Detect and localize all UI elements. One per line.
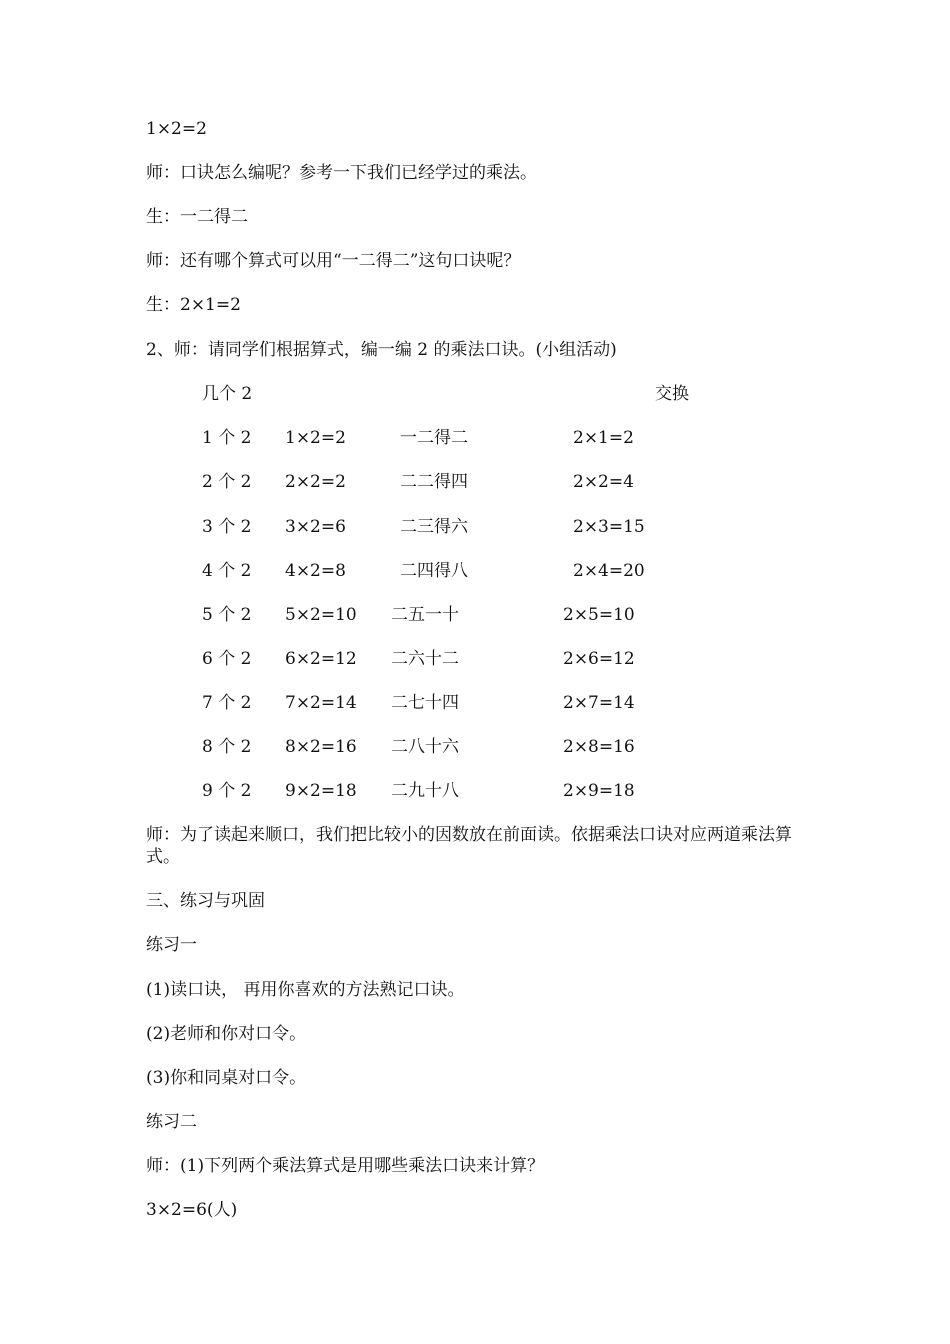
table-cell-count: 5 个 2 <box>202 605 252 625</box>
table-cell-count: 2 个 2 <box>202 472 252 492</box>
table-cell-rhyme: 二三得六 <box>400 517 468 537</box>
exercise-item: (1)读口诀， 再用你喜欢的方法熟记口诀。 <box>146 980 465 1000</box>
table-cell-count: 8 个 2 <box>202 737 252 757</box>
table-cell-swapped: 2×3=15 <box>573 517 645 537</box>
table-cell-swapped: 2×6=12 <box>563 649 635 669</box>
student-line: 生：一二得二 <box>146 207 248 227</box>
table-header-swap: 交换 <box>655 384 689 404</box>
table-cell-rhyme: 二九十八 <box>391 781 459 801</box>
table-cell-count: 6 个 2 <box>202 649 252 669</box>
table-cell-swapped: 2×4=20 <box>573 561 645 581</box>
teacher-question: 师：(1)下列两个乘法算式是用哪些乘法口诀来计算？ <box>146 1156 545 1176</box>
exercise-item: (3)你和同桌对口令。 <box>146 1068 307 1088</box>
table-cell-equation: 6×2=12 <box>285 649 357 669</box>
table-cell-swapped: 2×9=18 <box>563 781 635 801</box>
table-cell-rhyme: 二四得八 <box>400 561 468 581</box>
table-cell-equation: 1×2=2 <box>285 428 346 448</box>
table-cell-equation: 9×2=18 <box>285 781 357 801</box>
table-cell-equation: 5×2=10 <box>285 605 357 625</box>
table-cell-equation: 8×2=16 <box>285 737 357 757</box>
table-cell-equation: 3×2=6 <box>285 517 346 537</box>
activity-heading: 2、师：请同学们根据算式，编一编 2 的乘法口诀。(小组活动) <box>146 340 617 360</box>
teacher-line: 师：口诀怎么编呢？参考一下我们已经学过的乘法。 <box>146 163 537 183</box>
table-cell-count: 1 个 2 <box>202 428 252 448</box>
table-cell-rhyme: 二二得四 <box>400 472 468 492</box>
table-cell-swapped: 2×1=2 <box>573 428 634 448</box>
student-line: 生：2×1=2 <box>146 295 241 315</box>
table-cell-swapped: 2×2=4 <box>573 472 634 492</box>
teacher-line: 师：还有哪个算式可以用“一二得二”这句口诀呢？ <box>146 251 521 271</box>
table-cell-equation: 7×2=14 <box>285 693 357 713</box>
table-cell-count: 9 个 2 <box>202 781 252 801</box>
table-cell-equation: 4×2=8 <box>285 561 346 581</box>
table-cell-equation: 2×2=2 <box>285 472 346 492</box>
section-heading: 三、练习与巩固 <box>146 891 265 911</box>
table-header-count: 几个 2 <box>202 384 253 404</box>
table-cell-swapped: 2×7=14 <box>563 693 635 713</box>
table-cell-count: 4 个 2 <box>202 561 252 581</box>
exercise-title: 练习二 <box>146 1112 197 1132</box>
table-cell-rhyme: 二六十二 <box>391 649 459 669</box>
table-cell-rhyme: 二八十六 <box>391 737 459 757</box>
teacher-paragraph: 师：为了读起来顺口，我们把比较小的因数放在前面读。依据乘法口诀对应两道乘法算式。 <box>146 825 792 867</box>
table-cell-count: 3 个 2 <box>202 517 252 537</box>
table-cell-rhyme: 一二得二 <box>400 428 468 448</box>
table-cell-rhyme: 二七十四 <box>391 693 459 713</box>
exercise-title: 练习一 <box>146 935 197 955</box>
table-cell-swapped: 2×5=10 <box>563 605 635 625</box>
equation-line: 1×2=2 <box>146 119 207 139</box>
exercise-item: (2)老师和你对口令。 <box>146 1024 307 1044</box>
table-cell-swapped: 2×8=16 <box>563 737 635 757</box>
table-cell-count: 7 个 2 <box>202 693 252 713</box>
table-cell-rhyme: 二五一十 <box>391 605 459 625</box>
equation-line: 3×2=6(人) <box>146 1200 238 1220</box>
